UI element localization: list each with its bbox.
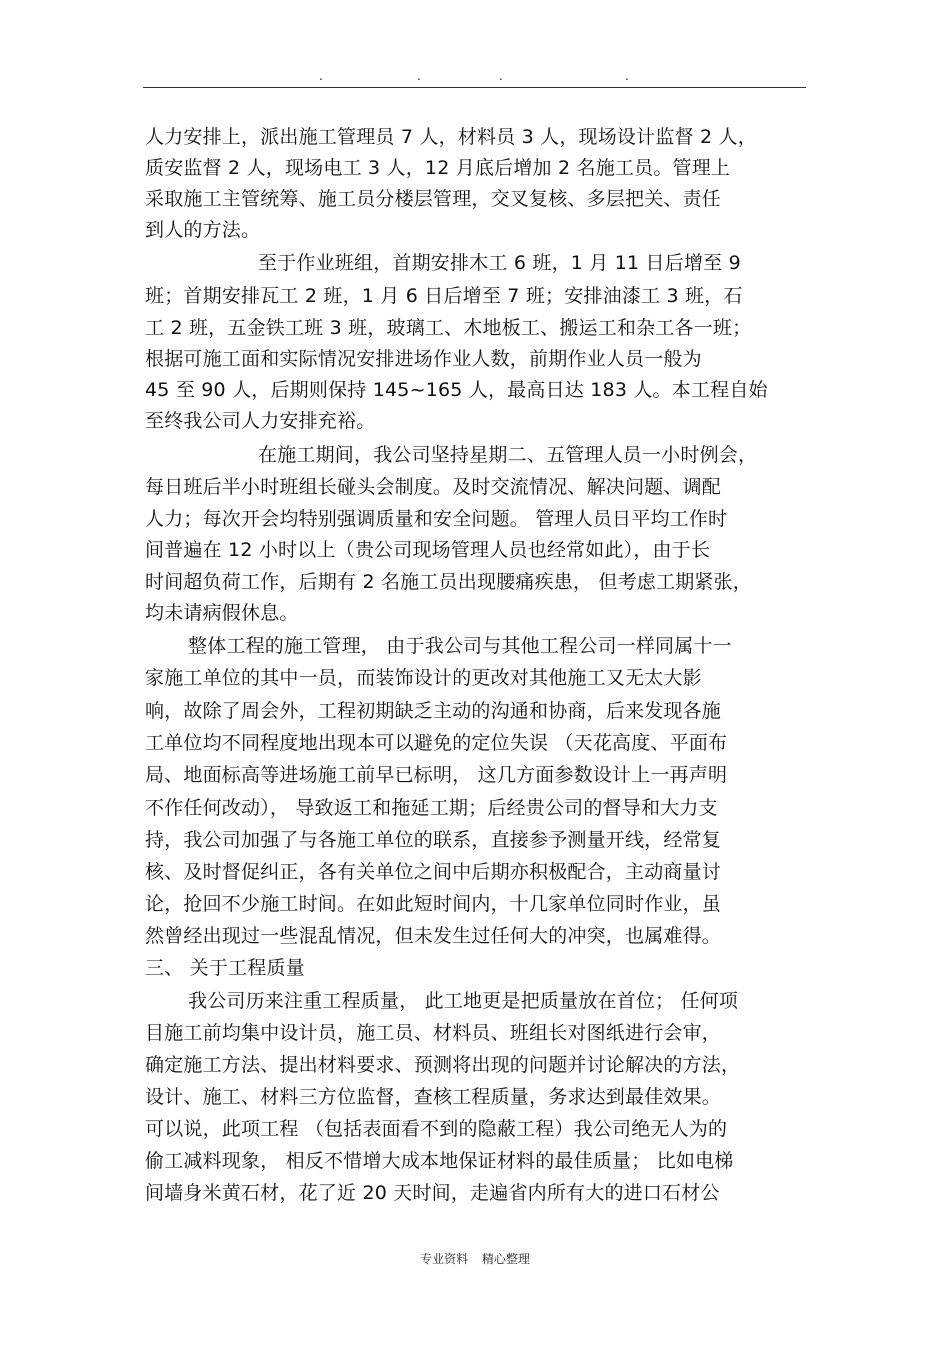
- text-line: 均未请病假休息。: [145, 602, 299, 624]
- text-line: 班；首期安排瓦工 2 班，1 月 6 日后增至 7 班；安排油漆工 3 班，石: [145, 285, 743, 307]
- text-line: 目施工前均集中设计员，施工员、材料员、班组长对图纸进行会审，: [145, 1022, 722, 1044]
- text-line: 时间超负荷工作，后期有 2 名施工员出现腰痛疾患， 但考虑工期紧张，: [145, 571, 753, 593]
- header-dots: [143, 70, 806, 84]
- text-line: 核、及时督促纠正，各有关单位之间中后期亦积极配合，主动商量讨: [145, 861, 722, 883]
- text-line: 每日班后半小时班组长碰头会制度。及时交流情况、解决问题、调配: [145, 476, 722, 498]
- page-footer: [0, 1250, 950, 1267]
- text-line: 至于作业班组，首期安排木工 6 班，1 月 11 日后增至 9: [258, 252, 741, 274]
- text-line: 到人的方法。: [145, 219, 261, 241]
- text-line: 论，抢回不少施工时间。在如此短时间内，十几家单位同时作业，虽: [145, 893, 722, 915]
- text-line: 采取施工主管统筹、施工员分楼层管理，交叉复核、多层把关、责任: [145, 188, 722, 210]
- footer-left-text: 专业资料: [420, 1252, 469, 1266]
- text-line: 人力安排上，派出施工管理员 7 人，材料员 3 人，现场设计监督 2 人，: [145, 126, 757, 148]
- text-line: 间墙身米黄石材，花了近 20 天时间，走遍省内所有大的进口石材公: [145, 1182, 720, 1204]
- header-dot: .: [417, 69, 421, 83]
- text-line: 45 至 90 人，后期则保持 145~165 人，最高日达 183 人。本工程自始: [145, 379, 768, 401]
- text-line: 人力；每次开会均特别强调质量和安全问题。 管理人员日平均工作时: [145, 508, 728, 530]
- header-rule: [143, 87, 806, 88]
- text-line: 我公司历来注重工程质量， 此工地更是把质量放在首位； 任何项: [188, 990, 739, 1012]
- header-dot: .: [499, 69, 503, 83]
- text-line: 根据可施工面和实际情况安排进场作业人数，前期作业人员一般为: [145, 348, 702, 370]
- header-dot: .: [319, 69, 323, 83]
- header-dot: .: [625, 69, 629, 83]
- text-line: 然曾经出现过一些混乱情况，但未发生过任何大的冲突，也属难得。: [145, 925, 722, 947]
- section-heading: 三、 关于工程质量: [145, 957, 305, 979]
- text-line: 确定施工方法、提出材料要求、预测将出现的问题并讨论解决的方法，: [145, 1054, 741, 1076]
- text-line: 至终我公司人力安排充裕。: [145, 410, 376, 432]
- text-line: 工 2 班，五金铁工班 3 班，玻璃工、木地板工、搬运工和杂工各一班；: [145, 317, 752, 339]
- text-line: 不作任何改动）， 导致返工和拖延工期；后经贵公司的督导和大力支: [145, 797, 718, 819]
- text-line: 在施工期间，我公司坚持星期二、五管理人员一小时例会，: [258, 444, 758, 466]
- footer-right-text: 精心整理: [481, 1252, 530, 1266]
- text-line: 响，故除了周会外，工程初期缺乏主动的沟通和协商，后来发现各施: [145, 700, 722, 722]
- text-line: 整体工程的施工管理， 由于我公司与其他工程公司一样同属十一: [188, 635, 732, 657]
- text-line: 家施工单位的其中一员，而装饰设计的更改对其他施工又无太大影: [145, 667, 702, 689]
- text-line: 工单位均不同程度地出现本可以避免的定位失误 （天花高度、平面布: [145, 732, 728, 754]
- text-line: 偷工减料现象， 相反不惜增大成本地保证材料的最佳质量； 比如电梯: [145, 1150, 734, 1172]
- text-line: 可以说，此项工程 （包括表面看不到的隐蔽工程）我公司绝无人为的: [145, 1118, 728, 1140]
- text-line: 质安监督 2 人，现场电工 3 人，12 月底后增加 2 名施工员。管理上: [145, 157, 731, 179]
- text-line: 设计、施工、材料三方位监督，查核工程质量，务求达到最佳效果。: [145, 1086, 722, 1108]
- text-line: 局、地面标高等进场施工前早已标明， 这几方面参数设计上一再声明: [145, 764, 728, 786]
- text-line: 间普遍在 12 小时以上（贵公司现场管理人员也经常如此），由于长: [145, 539, 711, 561]
- text-line: 持，我公司加强了与各施工单位的联系，直接参予测量开线，经常复: [145, 829, 722, 851]
